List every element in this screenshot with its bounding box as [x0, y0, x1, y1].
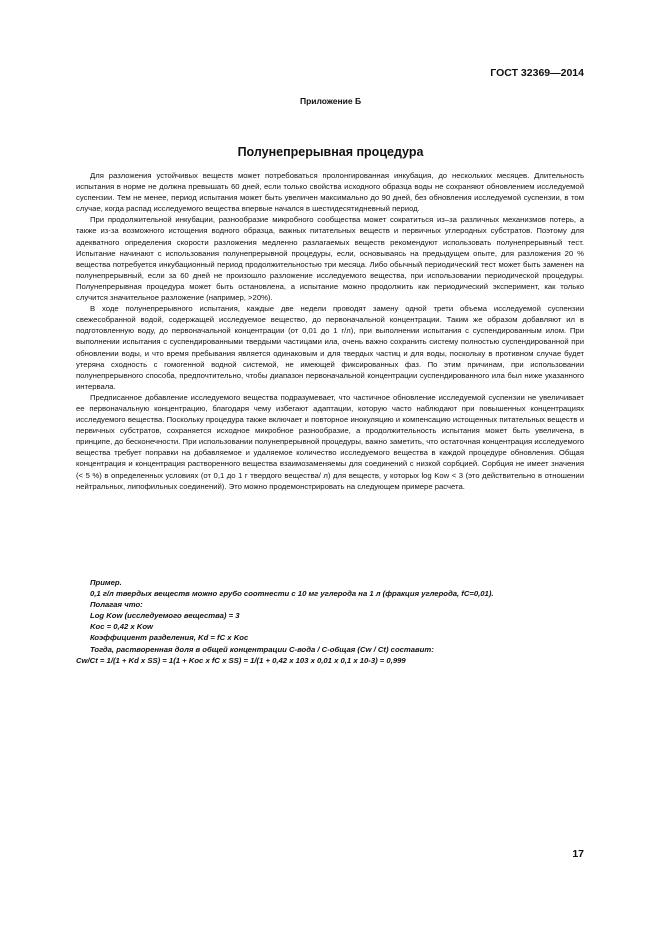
page-number: 17	[572, 848, 584, 860]
paragraph-4: Предписанное добавление исследуемого вещества подразумевает, что частичное обновление исследуемой суспензии не увеличивает ее первоначальную концентрацию, благодаря чему избегают адаптации, которую часто наблюдают при повышенных концентрациях исследуемого вещества. Поскольку процедура также включает и повторное инокуляцию и компенсацию истощенных питательных веществ и первичных субстратов, сохраняется исходное микробное разнообразие, а продолжительность испытания может быть увеличена, в принципе, до бесконечности. При использовании полунепрерывной процедуры, важно заметить, что остаточная концентрация исследуемого вещества требует поправки на добавляемое и удаляемое количество исследуемого вещества в каждой процедуре обновления. Общая концентрация и концентрация растворенного вещества взаимозаменяемы для соединений с низкой сорбцией. Сорбция не имеет значения (< 5 %) в определенных условиях (от 0,1 до 1 г твердого вещества/ л) для веществ, у которых log Kow < 3 (это действительно в отношении нейтральных, липофильных соединений). Это можно продемонстрировать на следующем примере расчета.	[76, 392, 584, 491]
paragraph-2: При продолжительной инкубации, разнообразие микробного сообщества может сократиться из–за различных механизмов потерь, а также из-за возможного истощения водного образца, важных питательных веществ и первичных углеродных субстратов. Поэтому для адекватного определения скорости разложения медленно разлагаемых веществ рекомендуют использовать полунепрерывный тест. Испытание начинают с использования полунепрерывной процедуры, если, основываясь на предыдущем опыте, для разложения 20 % вещества потребуется инкубационный период продолжительностью три месяца. Либо обычный периодический тест может быть заменен на полунепрерывный, если за 60 дней не произошло разложение исследуемого вещества, при использовании периодической процедуры. Полунепрерывная процедура может быть остановлена, а испытание можно продолжить как периодический эксперимент, как только случится значительное разложение (например, >20%).	[76, 215, 584, 303]
paragraph-3: В ходе полунепрерывного испытания, каждые две недели проводят замену одной трети объема исследуемой суспензии свежесобранной водой, содержащей исследуемое вещество, до первоначальной концентрации. Таким же образом добавляют ил в подготовленную воду, до первоначальной концентрации (от 0,01 до 1 г/л), при выполнении испытания с суспендированным илом. При выполнении испытания с суспендированными твердыми частицами ила, очень важно сохранить систему полностью суспендированной при обновлении воды, и что время пребывания является одинаковым и для твердых частиц и для воды, поскольку в противном случае будет утеряна сходность с гомогенной водной системой, не имеющей фиксированных фаз. По этим причинам, при использовании полунепрерывного способа, предпочтительно, чтобы диапазон первоначальной концентрации суспендированного ила был ниже указанного интервала.	[76, 304, 584, 391]
example-label: Пример.	[90, 578, 122, 587]
body-text	[76, 170, 584, 492]
example-assume: Полагая что:	[90, 600, 143, 610]
page-title: Полунепрерывная процедура	[237, 145, 424, 159]
example-formula: Cw/Ct = 1/(1 + Kd x SS) = 1(1 + Koc x fC x SS) = 1/(1 + 0,42 x 103 x 0,01 x 0,1 x 10-3) = 0,999	[76, 655, 406, 665]
example-block	[76, 577, 584, 666]
paragraph-1: Для разложения устойчивых веществ может потребоваться пролонгированная инкубация, до нескольких месяцев. Длительность испытания в норме не должна превышать 60 дней, если только свойства исходного образца воды не сохраняют обновлением исследуемой суспензии. Тем не менее, период испытания может быть увеличен максимально до 90 дней, без обновления исследуемой суспензии, в том случае, когда распад исследуемого вещества впервые начался в шестидесятидневный период.	[76, 171, 584, 214]
example-then: Тогда, растворенная доля в общей концентрации С-вода / С-общая (Cw / Ct) составит:	[90, 644, 434, 654]
example-log-kow: Log Kow (исследуемого вещества) = 3	[90, 611, 240, 621]
example-line-1: 0,1 г/л твердых веществ можно грубо соотнести с 10 мг углерода на 1 л (фракция углерода, fC=0,01).	[90, 589, 494, 599]
example-kd: Коэффициент разделения, Kd = fC x Koc	[90, 633, 249, 643]
appendix-label: Приложение Б	[299, 96, 362, 106]
standard-header: ГОСТ 32369—2014	[490, 67, 584, 79]
example-koc: Koc = 0,42 x Kow	[90, 622, 154, 632]
